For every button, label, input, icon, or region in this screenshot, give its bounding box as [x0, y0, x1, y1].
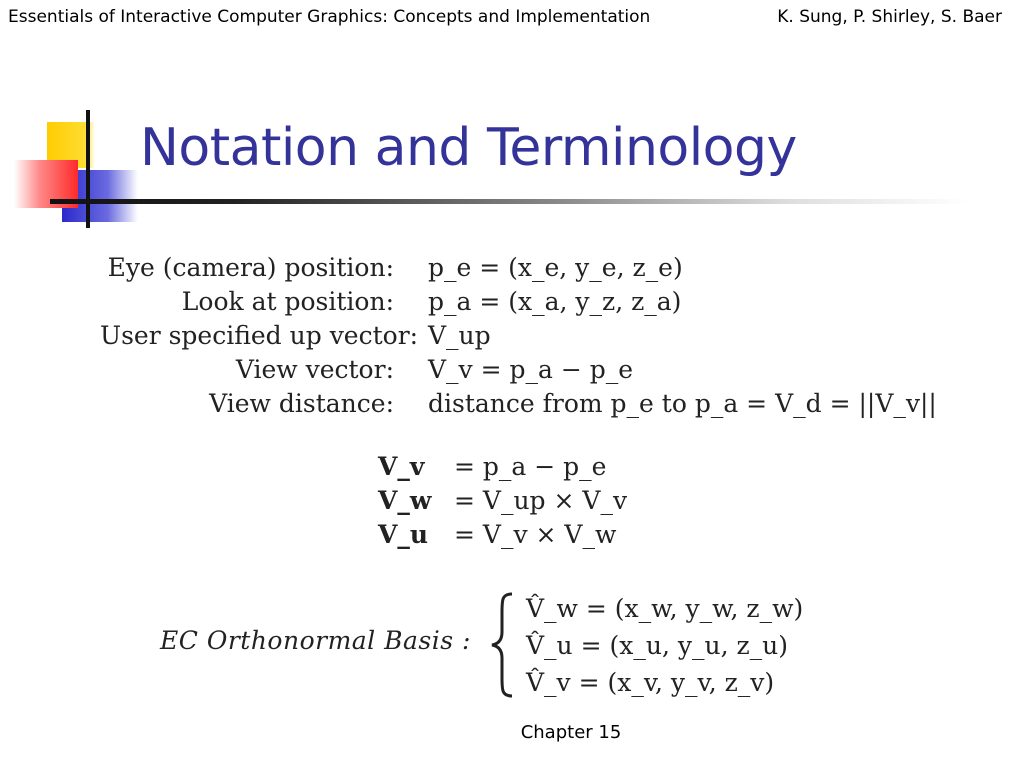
definition-value: p_e = (x_e, y_e, z_e) [428, 252, 683, 282]
definition-value: distance from p_e to p_a = V_d = ||V_v|| [428, 388, 937, 418]
basis-row: V̂_v = (x_v, y_v, z_v) [526, 668, 775, 697]
definition-row [100, 386, 937, 420]
vector-equations-block [378, 449, 627, 551]
definition-label: User specified up vector: [100, 320, 419, 350]
definition-label: View distance: [209, 388, 394, 418]
definition-row [100, 250, 937, 284]
equation-row [378, 517, 627, 551]
header-book-title: Essentials of Interactive Computer Graphics: Concepts and Implementation [8, 7, 651, 27]
definition-row [100, 318, 937, 352]
equation-row [378, 483, 627, 517]
equation-rhs: = V_up × V_v [454, 485, 628, 515]
equation-row [378, 449, 627, 483]
slide-logo-graphic [0, 100, 140, 230]
basis-label: EC Orthonormal Basis : [160, 626, 471, 655]
basis-row: V̂_w = (x_w, y_w, z_w) [526, 594, 804, 623]
equation-lhs: V_v [378, 451, 425, 481]
definition-value: p_a = (x_a, y_z, z_a) [428, 286, 682, 316]
equation-lhs: V_u [378, 519, 429, 549]
equation-rhs: = V_v × V_w [454, 519, 617, 549]
definition-label: Look at position: [181, 286, 394, 316]
title-divider [50, 199, 970, 204]
definition-row [100, 352, 937, 386]
definition-label: View vector: [235, 354, 394, 384]
definition-value: V_v = p_a − p_e [428, 354, 634, 384]
equation-rhs: = p_a − p_e [454, 451, 607, 481]
definition-row [100, 284, 937, 318]
basis-rows [526, 590, 803, 701]
header-authors: K. Sung, P. Shirley, S. Baer [777, 7, 1002, 27]
definition-value: V_up [428, 320, 491, 350]
footer-chapter: Chapter 15 [520, 722, 622, 743]
basis-row: V̂_u = (x_u, y_u, z_u) [526, 631, 788, 660]
curly-brace-icon [488, 592, 518, 698]
slide-title: Notation and Terminology [140, 118, 797, 178]
definition-label: Eye (camera) position: [107, 252, 394, 282]
definitions-block [100, 250, 937, 420]
equation-lhs: V_w [378, 485, 432, 515]
